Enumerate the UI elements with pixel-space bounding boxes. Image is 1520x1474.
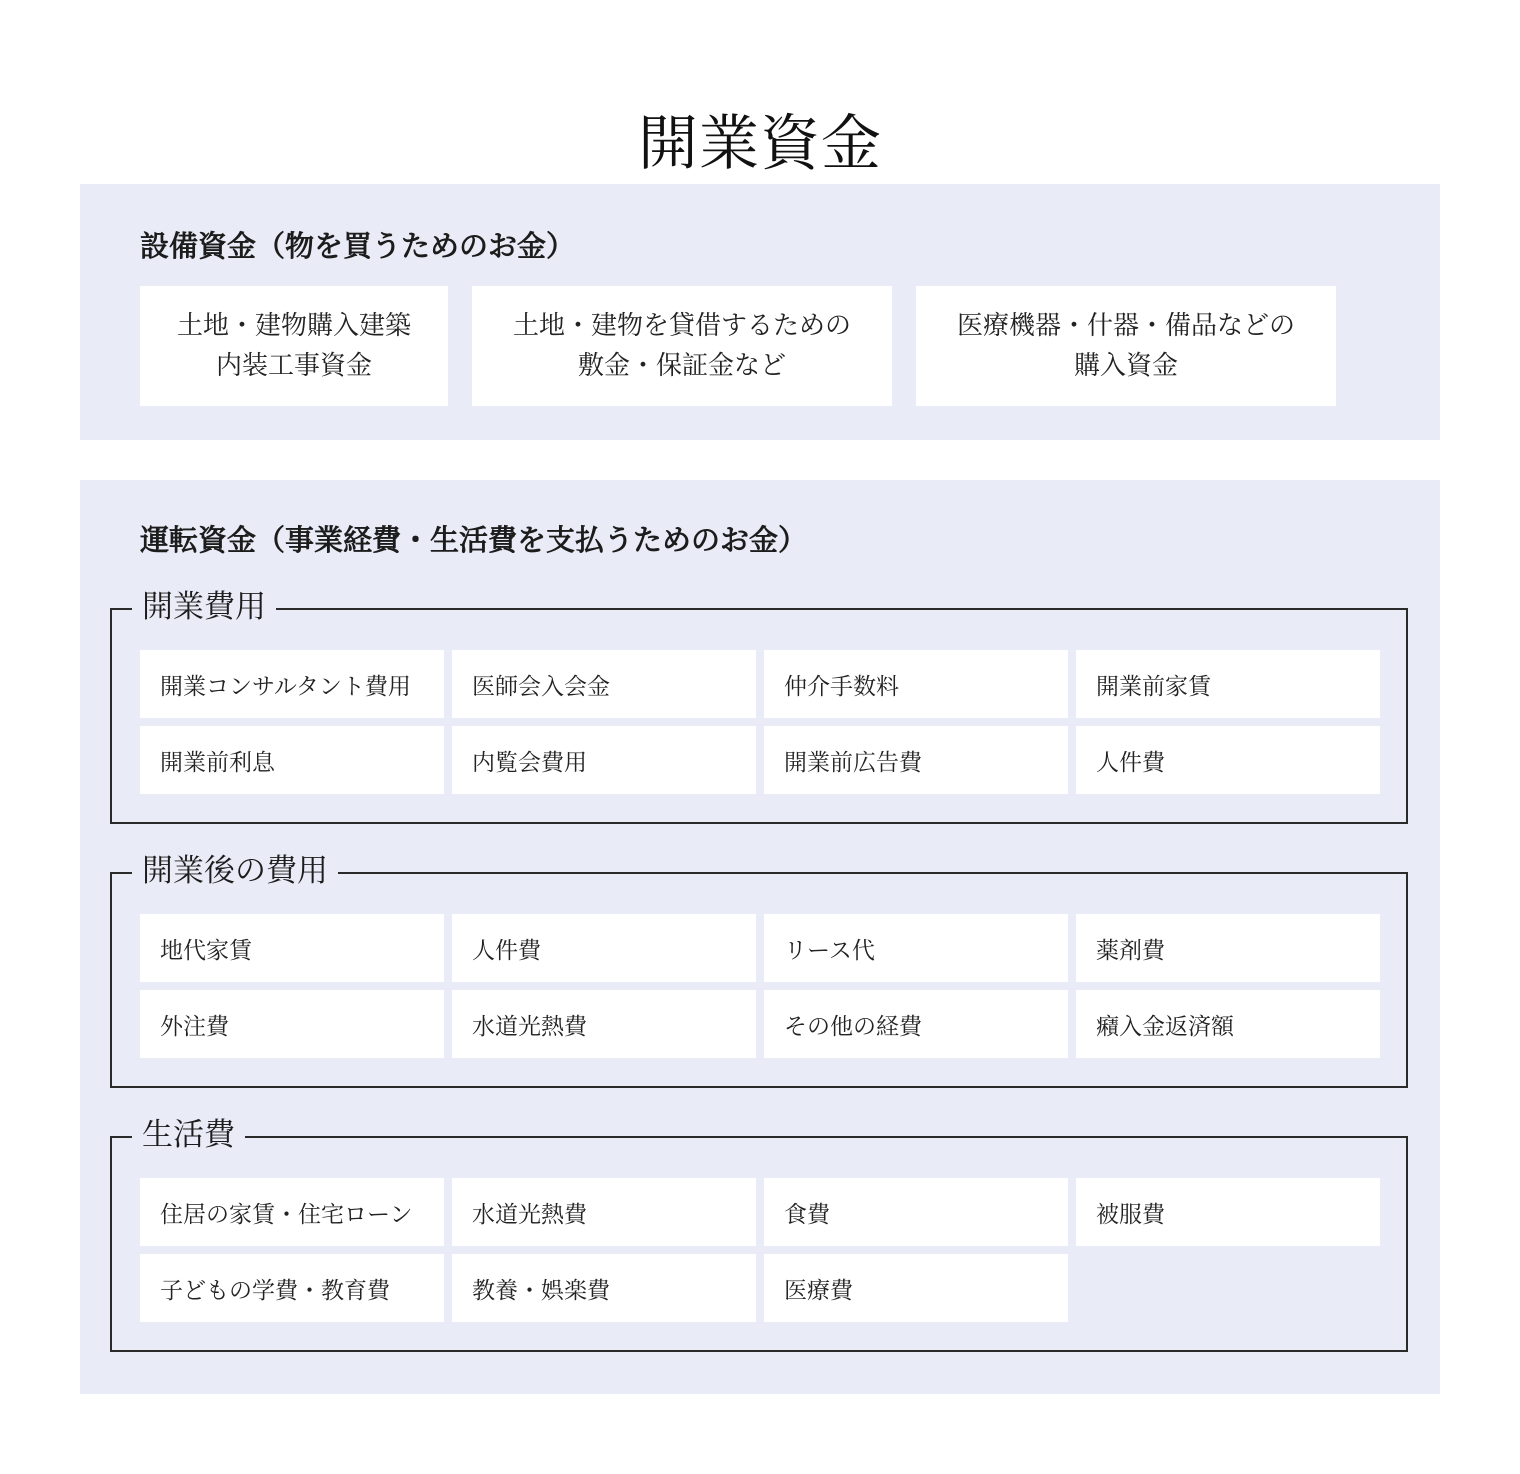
expense-item: 癪入金返済額 bbox=[1076, 990, 1380, 1058]
expense-item: 外注費 bbox=[140, 990, 444, 1058]
expense-item: 被服費 bbox=[1076, 1178, 1380, 1246]
expense-item: 開業前利息 bbox=[140, 726, 444, 794]
expense-item: 仲介手数料 bbox=[764, 650, 1068, 718]
equipment-item-lease-deposit: 土地・建物を貸借するための 敷金・保証金など bbox=[472, 286, 892, 406]
group-opening-costs bbox=[110, 589, 1408, 824]
group-label: 開業後の費用 bbox=[132, 848, 338, 894]
expense-item: 水道光熱費 bbox=[452, 990, 756, 1058]
operating-funds-heading: 運転資金（事業経費・生活費を支払うためのお金） bbox=[140, 523, 808, 557]
group-label: 生活費 bbox=[132, 1112, 245, 1158]
equipment-item-land-building: 土地・建物購入建築 内装工事資金 bbox=[140, 286, 448, 406]
expense-item: 教養・娯楽費 bbox=[452, 1254, 756, 1322]
equipment-item-medical-equipment: 医療機器・什器・備品などの 購入資金 bbox=[916, 286, 1336, 406]
group-label: 開業費用 bbox=[132, 584, 276, 630]
expense-item: 子どもの学費・教育費 bbox=[140, 1254, 444, 1322]
expense-item: 医師会入会金 bbox=[452, 650, 756, 718]
group-living-expenses bbox=[110, 1117, 1408, 1352]
expense-item: 住居の家賃・住宅ローン bbox=[140, 1178, 444, 1246]
expense-item: その他の経費 bbox=[764, 990, 1068, 1058]
expense-item: 水道光熱費 bbox=[452, 1178, 756, 1246]
operating-funds-panel bbox=[80, 480, 1440, 1394]
expense-item: 開業前家賃 bbox=[1076, 650, 1380, 718]
group-post-opening-costs bbox=[110, 853, 1408, 1088]
expense-item: 人件費 bbox=[452, 914, 756, 982]
page-title: 開業資金 bbox=[638, 109, 882, 180]
expense-item: 薬剤費 bbox=[1076, 914, 1380, 982]
expense-item: 地代家賃 bbox=[140, 914, 444, 982]
expense-item: 医療費 bbox=[764, 1254, 1068, 1322]
expense-item: リース代 bbox=[764, 914, 1068, 982]
equipment-funds-panel bbox=[80, 184, 1440, 440]
expense-item: 食費 bbox=[764, 1178, 1068, 1246]
equipment-funds-heading: 設備資金（物を買うためのお金） bbox=[140, 229, 576, 263]
expense-item: 開業コンサルタント費用 bbox=[140, 650, 444, 718]
expense-item: 開業前広告費 bbox=[764, 726, 1068, 794]
expense-item: 内覧会費用 bbox=[452, 726, 756, 794]
expense-item: 人件費 bbox=[1076, 726, 1380, 794]
